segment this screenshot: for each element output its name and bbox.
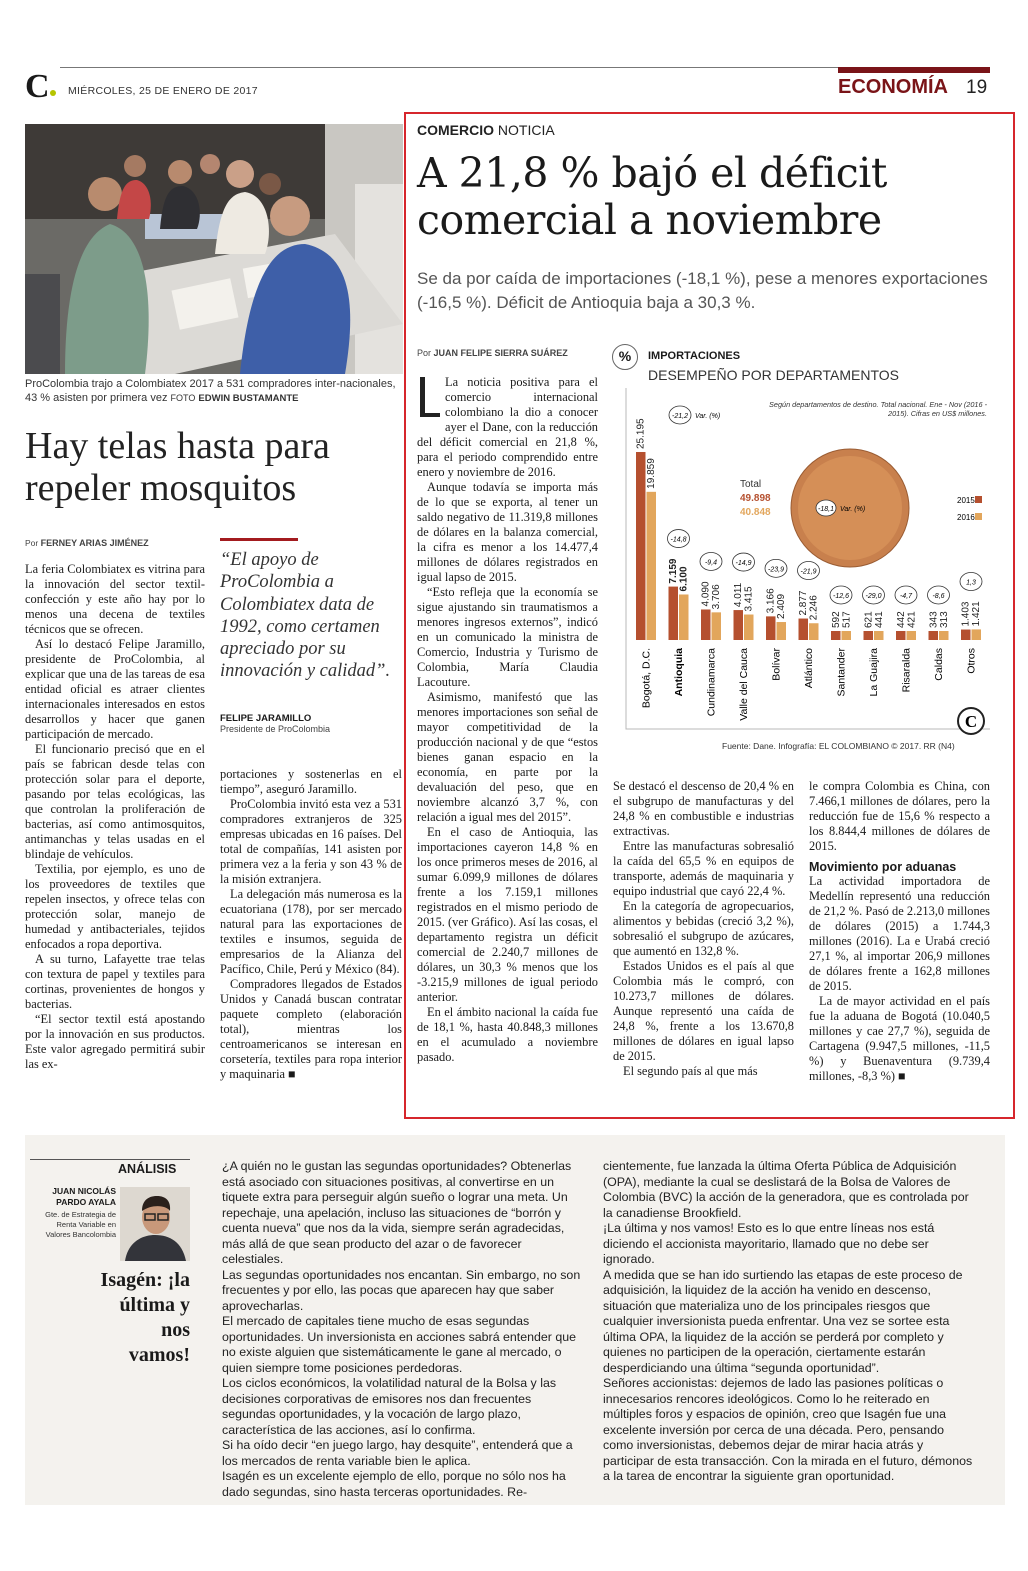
total-var-label: Var. (%) [840,506,866,513]
byline-prefix: Por [25,538,39,548]
variation-key-label: Var. (%) [695,413,721,420]
imports-bar-chart [622,384,992,740]
page-number: 19 [966,77,988,98]
value-label-2015-9: 343 [928,611,940,628]
bar-2016-8 [907,631,917,640]
legend-2015: 2015 [957,496,975,505]
bar-2016-9 [939,631,949,640]
category-label-8: Risaralda [900,648,913,693]
analysis-col1 [222,1159,584,1500]
author-avatar [120,1187,190,1261]
main-article-col1 [417,375,598,1065]
total-label: Total [740,479,762,490]
paragraph: En el ámbito nacional la caída fue de 18,1 %, hasta 40.848,3 millones en el acumulado a noviembre pasado. [417,1005,598,1064]
value-label-2015-4: 3.166 [765,588,777,614]
category-label-6: Santander [835,648,848,697]
left-article-col2 [220,767,402,1082]
value-label-2015-5: 2.877 [798,590,810,616]
paragraph: ¡La última y nos vamos! Esto es lo que entre líneas nos está diciendo el accionista mayoritario, llamado que no debe ser ignorado. [603,1221,935,1266]
paragraph: El segundo país al que más [623,1064,758,1078]
variation-value-6: -12,6 [833,593,849,600]
category-label-2: Cundinamarca [705,648,718,717]
value-label-2016-1: 6.100 [678,566,690,592]
bar-2016-1 [679,594,689,640]
paragraph: La feria Colombiatex es vitrina para la innovación del sector textil-confección y este año hay por lo menos una decena de textiles técnicos que se ofrecen. [25,562,205,636]
main-article-col2 [613,779,794,1079]
lead-text: La noticia positiva para el comercio internacional colombiano la dio a conocer ayer el Dane, con la reducción del déficit comercial en 21,8 %, para el periodo comprendido entre enero y noviembre de 2016. [417,375,598,479]
kicker-type: NOTICIA [497,122,555,138]
photo-caption [25,377,403,406]
bar-2015-4 [766,616,776,640]
category-label-9: Caldas [933,648,945,681]
paragraph: Las segundas oportunidades nos encantan. Sin embargo, no son frecuentes y por ello, las pocas que aparecen hay que saber aprovecharlas. [222,1267,581,1313]
main-article-col3 [809,779,990,1084]
bar-2015-8 [896,631,906,640]
variation-value-7: -29,0 [865,593,882,600]
variation-value-2: -9,4 [704,559,718,567]
main-byline [417,348,568,358]
subheading: Movimiento por aduanas [809,860,957,874]
chart-title: IMPORTACIONES [648,350,741,362]
chart-source: Fuente: Dane. Infografía: EL COLOMBIANO © 2017. RR (N4) [722,741,955,751]
category-label-5: Atlántico [803,648,815,689]
total-2015: 49.898 [740,493,771,504]
bar-2015-7 [864,631,874,640]
kicker-section: COMERCIO [417,122,494,138]
bar-2016-6 [842,631,852,640]
pull-quote: “El apoyo de ProColombia a Colombiatex data de 1992, como certamen apreciado por su innovación y calidad”. [220,550,391,682]
legend-swatch-2015 [975,496,982,503]
bar-2015-2 [701,609,711,640]
paragraph: El mercado de capitales tiene mucho de esas segundas oportunidades. Un inversionista en acciones sabrá entender que no existe alguien que sistemáticamente le gane al mercado, o quien siempre tome posiciones perdedoras. [222,1314,577,1375]
analysis-author: JUAN NICOLÁS PARDO AYALA [52,1186,116,1207]
quote-author: FELIPE JARAMILLO [220,713,312,724]
left-article-headline: Hay telas hasta para repeler mosquitos [25,425,330,509]
paragraph: Así lo destacó Felipe Jaramillo, presidente de ProColombia, al explicar que una de las tareas de esa entidad oficial es atraer clientes internacionales interesados en estos desarrollos y hacer que ganen participación de mercado. [25,637,205,741]
paragraph: A su turno, Lafayette trae telas con textura de papel y textiles para cortinas, provenientes de hongos y bacterias. [25,952,205,1011]
paragraph: ProColombia invitó esta vez a 531 compradores extranjeros de 325 empresas ubicadas en 16 países. Del total de compañías, 141 asisten por primera vez a la feria y son 43 % de la misión extranjera. [220,797,402,886]
category-label-4: Bolívar [770,648,783,681]
variation-value-5: -21,9 [800,568,817,576]
paragraph: En la categoría de agropecuarios, alimentos y bebidas (creció 3,2 %), sobresalió el subgrupo de azúcares, que aumentó en 132,8 %. [613,899,794,958]
paragraph: En el caso de Antioquia, las importaciones cayeron 14,8 % en los once primeros meses de 2016, al sumar 6.099,9 millones de dólares frente a los 7.159,1 millones registrados en el mismo periodo de 2015. (ver Gráfico). Así las cosas, el departamento registra un déficit comercial de 2.240,7 millones de dólares, un 30,3 % menos que los -3.215,9 millones de igual periodo anterior. [417,825,598,1004]
variation-value-4: -23,9 [768,566,784,574]
paragraph: cientemente, fue lanzada la última Oferta Pública de Adquisición (OPA), mediante la cual se deslistará de la Bolsa de Valores de Colombia (BVC) la acción de la generadora, que es controlada por la canadiense Brookfield. [603,1159,969,1220]
paragraph: Los ciclos económicos, la volatilidad natural de la Bolsa y las decisiones corporativas de emisores nos dan frecuentes segundas oportunidades, y la vocación de largo plazo, característica de las acciones, así lo confirma. [222,1376,557,1437]
paragraph: Asimismo, manifestó que las menores importaciones son señal de mayor competitividad de la producción nacional y de que “estos bienes ganan espacio en la economía, en parte por la devaluación del peso, que en noviembre alcanzó 3,7 %, con relación a igual mes del 2015”. [417,690,598,824]
value-label-2016-2: 3.706 [711,584,723,610]
chart-subtitle: DESEMPEÑO POR DEPARTAMENTOS [648,367,900,383]
bar-2016-2 [712,612,722,640]
paragraph: Compradores llegados de Estados Unidos y Canadá buscan contratar paquete completo (elaboración total), mientras los centroamericanos se interesan en corsetería, textiles para ropa interior y maquinaria ■ [220,977,402,1081]
bar-2015-0 [636,452,646,640]
bar-2016-3 [744,615,754,640]
paragraph: El funcionario precisó que en el país se fabrican desde telas con protección solar para el deporte, pasando por telas ecológicas, las que controlan la proliferación de bacterias, así como antimosquitos, antimanchas y telas usadas en el blindaje de vehículos. [25,742,205,861]
paragraph: La actividad importadora de Medellín representó una reducción de 21,2 %. Pasó de 2.213,0 millones de dólares (2015) a 1.744,3 millones (2016). La e Urabá creció 27,1 %, al importar 206,9 millones de dólares frente a 162,8 millones de 2015. [809,874,990,993]
paragraph: A medida que se han ido surtiendo las etapas de este proceso de adquisición, la liquidez de la acción ha venido en descenso, situación que materializa uno de los principales riesgos que cualquier inversionista pueda enfrentar. Una vez se sortee esta última OPA, la liquidez de la acción se perderá por completo y quienes no participen de la operación, ciertamente estarán desperdiciando una última “segunda oportunidad”. [603,1267,963,1375]
value-label-2016-9: 313 [938,611,950,628]
byline-author: FERNEY ARIAS JIMÉNEZ [40,538,149,548]
byline-prefix: Por [417,348,432,358]
value-label-2016-4: 2.409 [776,593,788,620]
value-label-2015-0: 25.195 [635,418,647,450]
variation-value-1: -14,8 [670,536,687,544]
photo-credit: EDWIN BUSTAMANTE [198,393,299,404]
category-label-7: La Guajira [868,648,880,697]
bar-2015-5 [799,619,809,640]
paragraph: Se destacó el descenso de 20,4 % en el subgrupo de manufacturas y del 24,8 % en combustible e industrias extractivas. [613,779,794,838]
byline-author: JUAN FELIPE SIERRA SUÁREZ [433,348,568,358]
total-2016: 40.848 [740,507,771,518]
section-name: ECONOMÍA [838,76,948,98]
paragraph: ¿A quién no le gustan las segundas oportunidades? Obtenerlas está asociado con situaciones positivas, al convertirse en un tiquete extra para perseguir algún sueño o lograr una meta. Un repechaje, una apelación, incluso las situaciones de “borrón y cuenta nueva” que nos da la vida, siempre serán agradecidas, más allá de que sean producto del azar o de favorecer celestiales. [222,1159,572,1266]
value-label-2016-8: 421 [906,611,918,628]
caption-text: ProColombia trajo a Colombiatex 2017 a 531 compradores inter-nacionales, 43 % asisten por primera vez [25,378,396,404]
left-article-col1 [25,562,205,1072]
issue-date: MIÉRCOLES, 25 DE ENERO DE 2017 [68,85,258,97]
newspaper-logo: C [25,68,50,105]
paragraph: Textilia, por ejemplo, es uno de los proveedores de textiles que repelen insectos, y ofrece telas con protección solar, manejo de humedad y antibacteriales, tejidos enfocados a ropa deportiva. [25,862,205,951]
legend-2016: 2016 [957,513,975,522]
paragraph-dropcap [417,375,598,480]
quote-rule [220,538,298,541]
logo-dot-icon [50,90,56,96]
category-label-10: Otros [965,648,978,674]
bar-2015-10 [961,630,971,640]
value-label-2015-8: 442 [895,611,907,628]
legend-swatch-2016 [975,513,982,520]
bar-2015-6 [831,631,841,640]
value-label-2015-6: 592 [830,611,842,628]
value-label-2016-10: 1.421 [971,601,983,627]
variation-value-9: -8,6 [932,593,945,600]
category-label-3: Valle del Cauca [738,648,750,721]
paragraph: Si ha oído decir “en juego largo, hay desquite”, entenderá que a los mercados de renta variable bien le aplica. [222,1438,573,1468]
value-label-2016-7: 441 [873,611,885,628]
variation-value-10: 1,3 [966,579,976,587]
left-article-byline [25,538,149,548]
paragraph: Aunque todavía se importa más de lo que se exporta, al tener un saldo negativo de 11.319,8 millones de dólares en la balanza comercial, la cifra es menor a los 14.477,4 millones de dólares registrados en igual lapso de 2015. [417,480,598,584]
analysis-author-role: Gte. de Estrategia de Renta Variable en Valores Bancolombia [45,1210,116,1239]
variation-value-3: -14,9 [735,560,752,568]
value-label-2016-3: 3.415 [743,586,755,612]
value-label-2015-3: 4.011 [733,582,745,608]
article-photo [25,124,403,374]
value-label-2016-6: 517 [841,611,853,628]
paragraph: “El sector textil está apostando por la innovación en sus productos. Este valor agregado permitirá subir las ex- [25,1012,205,1071]
percent-icon: % [612,344,638,370]
variation-value-8: -4,7 [899,593,913,600]
chart-note: Según departamentos de destino. Total nacional. Ene - Nov (2016 - 2015). Cifras en US$ millones. [769,400,987,418]
paragraph: Entre las manufacturas sobresalió la caída del 65,5 % en equipos de transporte, además de maquinaria y equipo industrial que cayó 22,4 %. [613,839,794,898]
category-label-1: Antioquia [673,648,685,697]
bar-2016-7 [874,631,884,640]
bar-2016-0 [647,492,657,640]
bar-2015-9 [929,631,939,640]
section-color-bar [838,67,990,73]
paragraph: Señores accionistas: dejemos de lado las pasiones políticas o innecesarios rencores ideológicos. Como lo he reiterado en múltiples foros y espacios de opinión, creo que Isagén fue una excelente inversión por cerca de una década. Pero, pensando como inversionistas, debemos dejar de mirar hacia atrás y participar de esta transacción. Con la mirada en el futuro, démonos a la tarea de encontrar la siguiente gran oportunidad. [603,1376,973,1483]
analysis-rule [30,1159,190,1160]
total-variation: -18,1 [818,506,834,513]
value-label-2015-1: 7.159 [668,558,680,584]
main-headline: A 21,8 % bajó el déficit comercial a noviembre [417,149,887,244]
value-label-2015-2: 4.090 [700,581,712,607]
analysis-col2 [603,1159,975,1485]
main-deck: Se da por caída de importaciones (-18,1 %), pese a menores exportaciones (-16,5 %). Déficit de Antioquia baja a 30,3 %. [417,269,988,312]
value-label-2016-0: 19.859 [646,458,658,489]
paragraph: Estados Unidos es el país al que Colombia más le compró, con 10.273,7 millones de dólares. Aunque representó una caída de 24,8 %, frente a los 13.670,8 millones de dólares en igual lapso de 2015. [613,959,794,1063]
bar-2015-3 [734,610,744,640]
value-label-2015-10: 1.403 [960,601,972,627]
paragraph: Isagén es un excelente ejemplo de ello, porque no sólo nos ha dado segundas, sino hasta terceras oportunidades. Re- [222,1469,566,1499]
bar-2015-1 [669,587,679,640]
paragraph: La de mayor actividad en el país fue la aduana de Bogotá (10.040,5 millones y cae 27,7 %), seguida de Cartagena (9.947,5 millones, -11,5 %) y Buenaventura (9.739,4 millones, -8,3 %) ■ [809,994,990,1083]
variation-key-value: -21,2 [672,413,688,420]
bar-2016-10 [972,629,982,640]
analysis-headline: Isagén: ¡la última y nos vamos! [100,1269,190,1366]
paragraph: portaciones y sostenerlas en el tiempo”, aseguró Jaramillo. [220,767,402,796]
value-label-2016-5: 2.246 [808,595,820,621]
paragraph: le compra Colombia es China, con 7.466,1 millones de dólares, pero la reducción fue de 15,6 % respecto a los 8.844,4 millones de dólares de 2015. [809,779,990,853]
quote-author-title: Presidente de ProColombia [220,724,331,734]
paragraph: “Esto refleja que la economía se sigue ajustando sin traumatismos a menores ingresos externos”, indicó en un comunicado la ministra de Comercio, Industria y Turismo de Colombia, María Claudia Lacouture. [417,585,598,689]
chart-logo-letter: C [964,712,978,731]
article-kicker [417,122,555,138]
bar-2016-5 [809,623,819,640]
value-label-2015-7: 621 [863,611,875,628]
bar-2016-4 [777,622,787,640]
analysis-label: ANÁLISIS [118,1162,177,1176]
paragraph: La delegación más numerosa es la ecuatoriana (178), por ser mercado natural para las exportaciones de textiles e insumos, seguida de empresarios de la Alianza del Pacífico, Chile, Perú y México (84). [220,887,402,976]
photo-credit-label: FOTO [170,393,196,403]
category-label-0: Bogotá, D.C. [640,648,653,709]
